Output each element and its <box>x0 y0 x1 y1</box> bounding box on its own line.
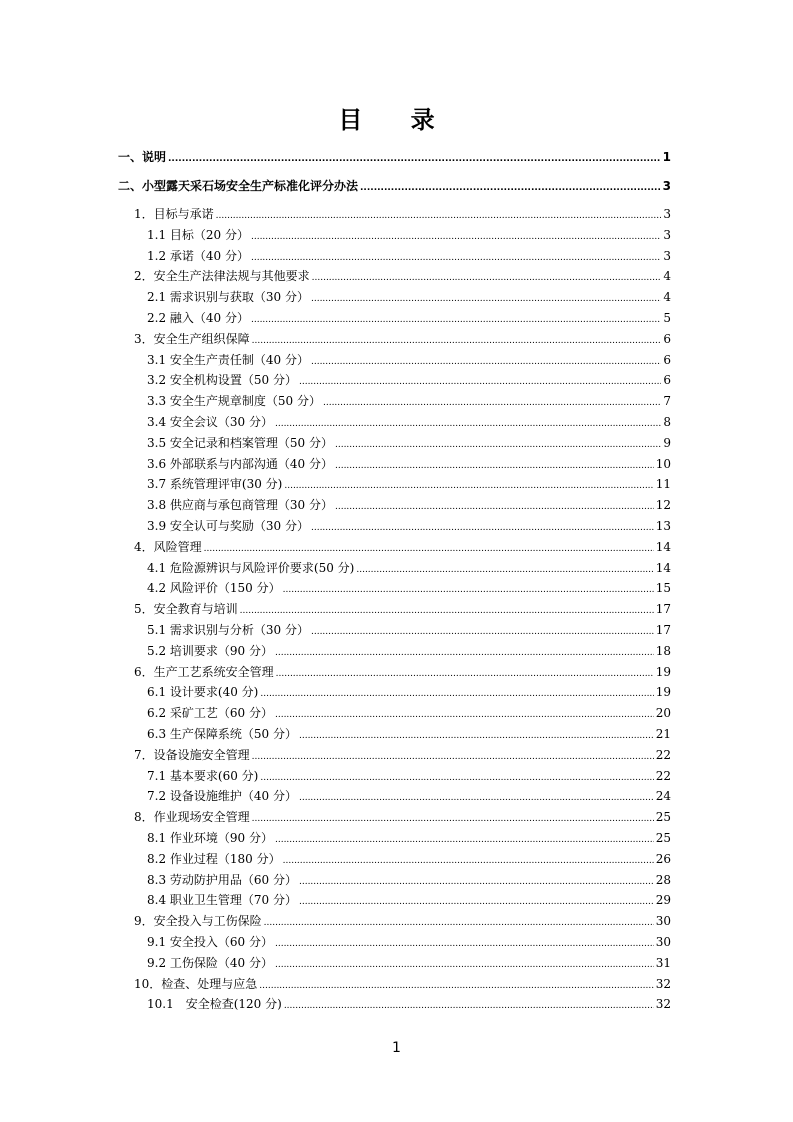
toc-leader-dots <box>311 518 654 536</box>
toc-entry-page: 30 <box>655 935 671 949</box>
toc-leader-dots <box>275 705 654 723</box>
toc-entry[interactable] <box>147 310 671 326</box>
toc-leader-dots <box>240 601 654 619</box>
toc-leader-dots <box>283 851 654 869</box>
toc-entry-label: 二、小型露天采石场安全生产标准化评分办法 <box>118 179 359 193</box>
toc-entry[interactable] <box>147 393 671 409</box>
toc-leader-dots <box>251 227 661 245</box>
toc-entry-label: 3．安全生产组织保障 <box>134 332 250 346</box>
toc-entry[interactable] <box>147 352 671 368</box>
toc-entry-page: 30 <box>655 914 671 928</box>
toc-entry-page: 3 <box>663 228 671 242</box>
toc-leader-dots <box>252 747 654 765</box>
toc-entry-page: 22 <box>655 769 671 783</box>
toc-entry[interactable] <box>147 289 671 305</box>
toc-entry-page: 9 <box>663 436 671 450</box>
toc-leader-dots <box>284 476 653 494</box>
toc-entry-page: 15 <box>655 581 671 595</box>
toc-entry-page: 21 <box>655 727 671 741</box>
toc-leader-dots <box>260 684 653 702</box>
toc-leader-dots <box>335 497 654 515</box>
toc-entry[interactable] <box>134 664 671 680</box>
toc-leader-dots <box>299 372 661 390</box>
toc-entry[interactable] <box>147 435 671 451</box>
toc-leader-dots <box>251 310 661 328</box>
toc-entry[interactable] <box>147 830 671 846</box>
toc-entry-label: 8.4 职业卫生管理（70 分） <box>147 893 297 907</box>
toc-entry-label: 7.1 基本要求(60 分) <box>147 769 259 783</box>
toc-entry-label: 6.3 生产保障系统（50 分） <box>147 727 297 741</box>
toc-leader-dots <box>311 289 661 307</box>
page-title: 目 录 <box>338 106 455 134</box>
toc-entry-label: 5．安全教育与培训 <box>134 602 238 616</box>
toc-entry-page: 14 <box>655 561 671 575</box>
toc-entry-page: 6 <box>663 332 671 346</box>
toc-leader-dots <box>216 206 662 224</box>
toc-entry-label: 3.8 供应商与承包商管理（30 分） <box>147 498 333 512</box>
toc-leader-dots <box>168 149 661 167</box>
toc-entry-label: 3.7 系统管理评审(30 分) <box>147 477 283 491</box>
toc-entry-page: 17 <box>655 602 671 616</box>
toc-entry-label: 3.4 安全会议（30 分） <box>147 415 273 429</box>
toc-entry-label: 2.2 融入（40 分） <box>147 311 249 325</box>
toc-entry[interactable] <box>134 809 671 825</box>
toc-leader-dots <box>252 331 662 349</box>
toc-entry-label: 5.1 需求识别与分析（30 分） <box>147 623 309 637</box>
toc-leader-dots <box>360 178 661 196</box>
toc-entry[interactable] <box>147 372 671 388</box>
toc-entry-label: 一、说明 <box>118 150 167 164</box>
toc-entry-page: 29 <box>655 893 671 907</box>
toc-entry-label: 4.2 风险评价（150 分） <box>147 581 281 595</box>
toc-leader-dots <box>311 622 654 640</box>
toc-leader-dots <box>251 248 661 266</box>
toc-leader-dots <box>204 539 654 557</box>
page-number: 1 <box>392 1040 401 1056</box>
toc-leader-dots <box>299 726 654 744</box>
toc-leader-dots <box>284 996 654 1014</box>
toc-entry[interactable] <box>147 248 671 264</box>
toc-leader-dots <box>275 830 654 848</box>
toc-entry[interactable] <box>147 705 671 721</box>
toc-entry[interactable] <box>147 788 671 804</box>
toc-entry-label: 10．检查、处理与应急 <box>134 977 258 991</box>
toc-entry-label: 3.5 安全记录和档案管理（50 分） <box>147 436 333 450</box>
toc-entry-label: 6.1 设计要求(40 分) <box>147 685 259 699</box>
toc-entry-label: 3.1 安全生产责任制（40 分） <box>147 353 309 367</box>
toc-entry-label: 3.6 外部联系与内部沟通（40 分） <box>147 457 333 471</box>
toc-leader-dots <box>252 809 654 827</box>
toc-entry-page: 14 <box>655 540 671 554</box>
toc-leader-dots <box>259 976 653 994</box>
toc-entry-label: 6．生产工艺系统安全管理 <box>134 665 274 679</box>
toc-entry[interactable] <box>147 456 671 472</box>
toc-entry-label: 1.1 目标（20 分） <box>147 228 249 242</box>
toc-entry[interactable] <box>147 622 671 638</box>
toc-entry-label: 3.3 安全生产规章制度（50 分） <box>147 394 321 408</box>
toc-entry[interactable] <box>134 913 671 929</box>
toc-entry[interactable] <box>147 726 671 742</box>
toc-entry[interactable] <box>147 518 671 534</box>
toc-entry[interactable] <box>118 149 671 165</box>
toc-entry[interactable] <box>134 747 671 763</box>
toc-entry-label: 1.2 承诺（40 分） <box>147 249 249 263</box>
toc-entry-label: 9．安全投入与工伤保险 <box>134 914 262 928</box>
toc-leader-dots <box>275 414 661 432</box>
toc-entry-page: 6 <box>663 353 671 367</box>
toc-entry-label: 9.2 工伤保险（40 分） <box>147 956 273 970</box>
toc-entry-page: 32 <box>655 997 671 1011</box>
toc-entry[interactable] <box>147 851 671 867</box>
toc-entry[interactable] <box>147 955 671 971</box>
toc-entry-label: 8.2 作业过程（180 分） <box>147 852 281 866</box>
toc-leader-dots <box>335 456 654 474</box>
toc-entry-page: 22 <box>655 748 671 762</box>
toc-entry[interactable] <box>147 227 671 243</box>
toc-entry[interactable] <box>147 580 671 596</box>
toc-entry-page: 20 <box>655 706 671 720</box>
toc-entry[interactable] <box>147 414 671 430</box>
toc-entry-page: 32 <box>655 977 671 991</box>
toc-leader-dots <box>299 892 654 910</box>
toc-entry-label: 7．设备设施安全管理 <box>134 748 250 762</box>
toc-entry[interactable] <box>134 331 671 347</box>
toc-leader-dots <box>299 788 654 806</box>
toc-leader-dots <box>323 393 661 411</box>
toc-entry-page: 3 <box>663 207 671 221</box>
toc-entry-label: 1．目标与承诺 <box>134 207 214 221</box>
toc-entry-label: 8.3 劳动防护用品（60 分） <box>147 873 297 887</box>
toc-entry-label: 2.1 需求识别与获取（30 分） <box>147 290 309 304</box>
toc-entry-label: 6.2 采矿工艺（60 分） <box>147 706 273 720</box>
toc-leader-dots <box>312 268 662 286</box>
toc-entry[interactable] <box>118 178 671 194</box>
toc-entry-page: 7 <box>663 394 671 408</box>
toc-leader-dots <box>311 352 661 370</box>
toc-leader-dots <box>275 955 654 973</box>
toc-entry[interactable] <box>147 892 671 908</box>
toc-entry[interactable] <box>147 768 671 784</box>
toc-entry[interactable] <box>134 206 671 222</box>
toc-entry[interactable] <box>147 643 671 659</box>
toc-entry-page: 18 <box>655 644 671 658</box>
toc-entry-page: 19 <box>655 665 671 679</box>
toc-leader-dots <box>275 934 654 952</box>
toc-entry-page: 17 <box>655 623 671 637</box>
toc-entry-label: 8．作业现场安全管理 <box>134 810 250 824</box>
toc-leader-dots <box>276 664 654 682</box>
toc-entry-label: 3.2 安全机构设置（50 分） <box>147 373 297 387</box>
toc-entry-label: 4.1 危险源辨识与风险评价要求(50 分) <box>147 561 355 575</box>
toc-entry-page: 4 <box>663 269 671 283</box>
toc-entry-label: 5.2 培训要求（90 分） <box>147 644 273 658</box>
toc-leader-dots <box>260 768 653 786</box>
toc-entry-label: 3.9 安全认可与奖励（30 分） <box>147 519 309 533</box>
toc-entry[interactable] <box>147 934 671 950</box>
toc-entry-page: 8 <box>663 415 671 429</box>
toc-entry-page: 4 <box>663 290 671 304</box>
toc-entry-page: 13 <box>655 519 671 533</box>
toc-entry-page: 6 <box>663 373 671 387</box>
toc-entry-page: 12 <box>655 498 671 512</box>
toc-entry[interactable] <box>147 996 671 1012</box>
toc-leader-dots <box>283 580 654 598</box>
toc-entry-page: 1 <box>662 150 671 164</box>
toc-entry[interactable] <box>147 497 671 513</box>
toc-leader-dots <box>275 643 654 661</box>
toc-entry[interactable] <box>134 268 671 284</box>
toc-entry[interactable] <box>147 872 671 888</box>
toc-leader-dots <box>299 872 654 890</box>
toc-entry-page: 25 <box>655 831 671 845</box>
toc-entry-page: 24 <box>655 789 671 803</box>
toc-entry-page: 10 <box>655 457 671 471</box>
toc-entry-label: 4．风险管理 <box>134 540 202 554</box>
toc-entry[interactable] <box>147 476 671 492</box>
toc-entry-page: 3 <box>663 249 671 263</box>
toc-entry[interactable] <box>134 601 671 617</box>
toc-entry-label: 9.1 安全投入（60 分） <box>147 935 273 949</box>
toc-entry[interactable] <box>134 976 671 992</box>
toc-entry-page: 28 <box>655 873 671 887</box>
toc-entry[interactable] <box>147 684 671 700</box>
toc-entry-page: 31 <box>655 956 671 970</box>
toc-entry-page: 19 <box>655 685 671 699</box>
toc-entry-label: 2．安全生产法律法规与其他要求 <box>134 269 310 283</box>
toc-entry-label: 7.2 设备设施维护（40 分） <box>147 789 297 803</box>
toc-leader-dots <box>335 435 661 453</box>
toc-entry-page: 25 <box>655 810 671 824</box>
toc-entry[interactable] <box>134 539 671 555</box>
toc-entry-label: 10.1 安全检查(120 分) <box>147 997 282 1011</box>
toc-leader-dots <box>264 913 654 931</box>
toc-entry-page: 3 <box>662 179 671 193</box>
toc-entry[interactable] <box>147 560 671 576</box>
toc-entry-label: 8.1 作业环境（90 分） <box>147 831 273 845</box>
toc-leader-dots <box>356 560 653 578</box>
toc-entry-page: 5 <box>663 311 671 325</box>
toc-entry-page: 11 <box>655 477 671 491</box>
toc-entry-page: 26 <box>655 852 671 866</box>
